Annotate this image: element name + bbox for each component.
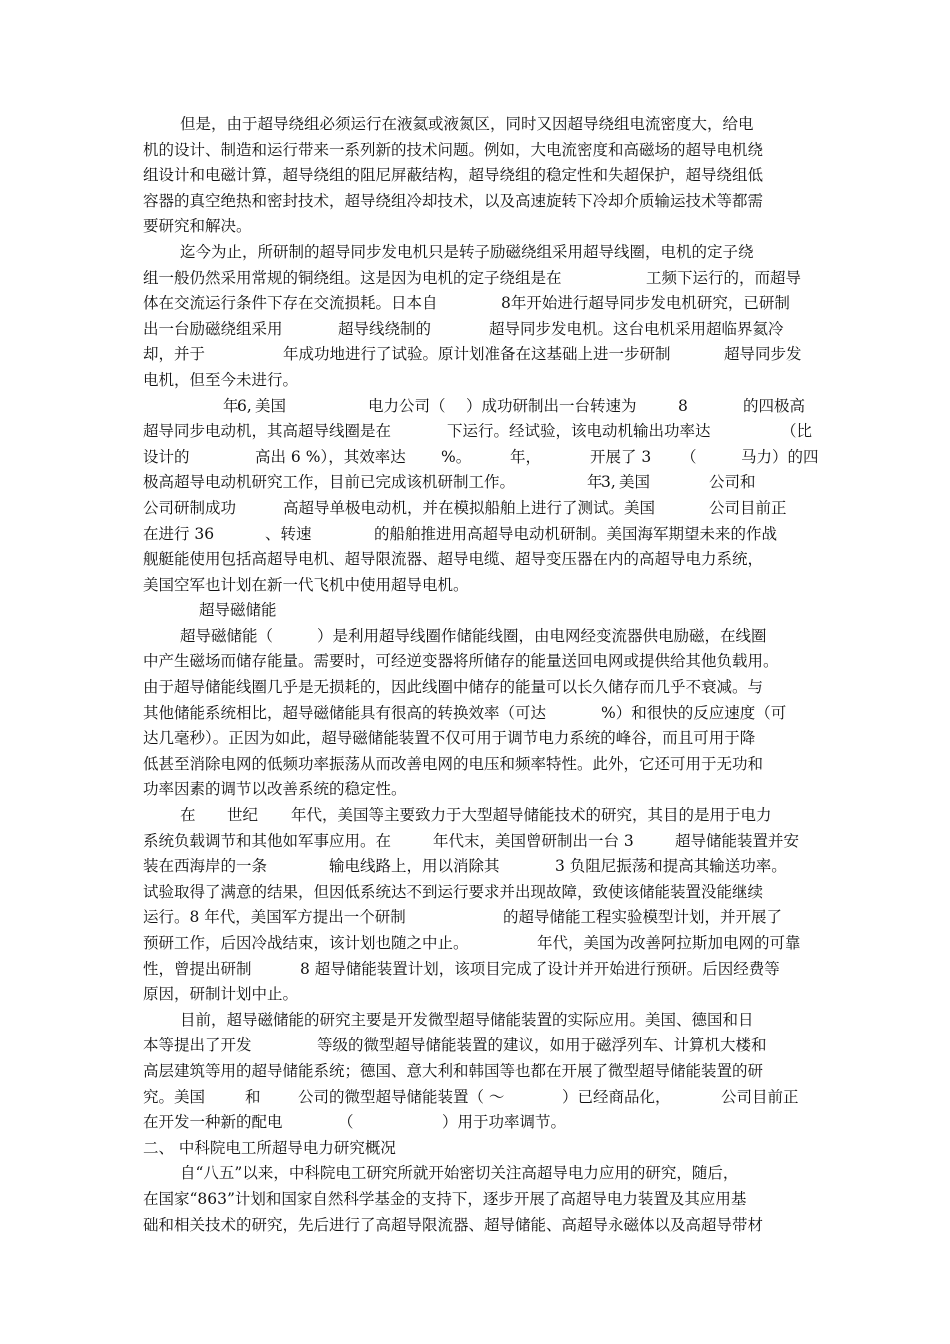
text-line xyxy=(143,317,809,343)
text-line xyxy=(143,931,809,957)
document-body xyxy=(143,112,819,1238)
text-line xyxy=(143,240,809,266)
text-line xyxy=(143,214,809,240)
text-line xyxy=(143,880,809,906)
text-segment: 高超导单极电动机，并在模拟船舶上进行了测试。美国 xyxy=(283,498,656,517)
text-segment: 由于超导储能线圈几乎是无损耗的，因此线圈中储存的能量可以长久储存而几乎不衰减。与 xyxy=(143,678,764,697)
text-line xyxy=(143,112,809,138)
text-segment: ）成功研制出一台转速为 xyxy=(466,396,637,415)
text-segment: 原因，研制计划中止。 xyxy=(143,985,299,1004)
text-line xyxy=(143,445,819,471)
text-segment: %。 xyxy=(441,447,472,466)
text-line xyxy=(143,394,809,420)
text-segment: 电力公司（ xyxy=(368,396,446,415)
text-segment: 高出 6 %），其效率达 xyxy=(255,447,406,466)
text-segment: 工频下运行的，而超导 xyxy=(646,268,802,287)
text-segment: 输电线路上，用以消除其 xyxy=(329,857,500,876)
text-line xyxy=(143,752,809,778)
text-segment: 3 负阻尼振荡和提高其输送功率。 xyxy=(555,857,787,876)
text-line xyxy=(143,470,809,496)
text-segment: 年成功地进行了试验。原计划准备在这基础上进一步研制 xyxy=(283,345,671,364)
text-segment: 公司的微型超导储能装置（ ～ xyxy=(298,1087,505,1106)
text-segment: 8年开始进行超导同步发电机研究，已研制 xyxy=(501,294,790,313)
text-segment: 6, xyxy=(237,396,252,415)
text-segment: 出一台励磁绕组采用 xyxy=(143,319,283,338)
text-segment: 的超导储能工程实验模型计划，并开展了 xyxy=(503,908,783,927)
text-line xyxy=(143,957,809,983)
text-segment: 下运行。经试验，该电动机输出功率达 xyxy=(447,422,711,441)
text-segment: 8 超导储能装置计划，该项目完成了设计并开始进行预研。后因经费等 xyxy=(300,959,780,978)
text-segment: 但是，由于超导绕组必须运行在液氦或液氮区，同时又因超导绕组电流密度大，给电 xyxy=(180,115,754,133)
text-line xyxy=(143,189,809,215)
text-segment: 年代末，美国曾研制出一台 3 xyxy=(433,831,634,850)
text-line xyxy=(143,522,809,548)
text-segment: 公司研制成功 xyxy=(143,498,237,517)
text-segment: 组一般仍然采用常规的铜绕组。这是因为电机的定子绕组是在 xyxy=(143,268,562,287)
text-segment: 二、 中科院电工所超导电力研究概况 xyxy=(143,1138,396,1157)
text-segment: 的四极高 xyxy=(743,396,806,415)
text-segment: 公司目前正 xyxy=(709,498,787,517)
text-segment: （比 xyxy=(781,422,813,441)
text-line xyxy=(143,854,809,880)
text-segment: 超导磁储能（ xyxy=(180,626,274,645)
text-segment: 本等提出了开发 xyxy=(143,1036,252,1055)
text-line xyxy=(143,291,809,317)
text-segment: 在 xyxy=(180,806,196,825)
text-segment: 和 xyxy=(245,1087,261,1106)
text-line xyxy=(143,547,809,573)
text-segment: 开展了 3 xyxy=(590,447,652,466)
text-line xyxy=(143,829,809,855)
text-segment: 运行。8 年代，美国军方提出一个研制 xyxy=(143,908,406,927)
text-segment: 其他储能系统相比，超导磁储能具有很高的转换效率（可达 xyxy=(143,703,547,722)
text-segment: 迄今为止，所研制的超导同步发电机只是转子励磁绕组采用超导线圈，电机的定子绕 xyxy=(180,242,754,261)
text-line xyxy=(143,496,809,522)
text-segment: 机的设计、制造和运行带来一系列新的技术问题。例如，大电流密度和高磁场的超导电机绕 xyxy=(143,140,764,159)
text-segment: 年 xyxy=(587,473,603,492)
text-line xyxy=(143,777,809,803)
text-line xyxy=(143,1136,809,1162)
text-segment: 美国 xyxy=(255,396,287,415)
text-segment: 超导线绕制的 xyxy=(338,319,432,338)
text-segment: 高层建筑等用的超导储能系统；德国、意大利和韩国等也都在开展了微型超导储能装置的研 xyxy=(143,1061,764,1080)
text-segment: 础和相关技术的研究，先后进行了高超导限流器、超导储能、高超导永磁体以及高超导带材 xyxy=(143,1215,764,1234)
text-segment: 低甚至消除电网的低频功率振荡从而改善电网的电压和频率特性。此外，它还可用于无功和 xyxy=(143,754,764,773)
text-segment: ）已经商品化， xyxy=(562,1087,671,1106)
text-segment: 达几毫秒）。正因为如此，超导磁储能装置不仅可用于调节电力系统的峰谷，而且可用于降 xyxy=(143,729,756,748)
text-segment: 设计的 xyxy=(143,447,190,466)
text-line xyxy=(143,675,809,701)
text-segment: 年 xyxy=(223,396,239,415)
text-segment: 自“八五”以来，中科院电工研究所就开始密切关注高超导电力应用的研究，随后， xyxy=(180,1164,739,1183)
text-segment: 却，并于 xyxy=(143,345,206,364)
text-segment: 体在交流运行条件下存在交流损耗。日本自 xyxy=(143,294,438,313)
text-segment: 超导储能装置并安 xyxy=(675,831,800,850)
text-segment: 美国 xyxy=(619,473,651,492)
text-segment: 公司目前正 xyxy=(721,1087,799,1106)
text-segment: 极高超导电动机研究工作，目前已完成该机研制工作。 xyxy=(143,473,516,492)
text-line xyxy=(143,163,809,189)
text-segment: 中产生磁场而储存能量。需要时，可经逆变器将所储存的能量送回电网或提供给其他负载用。 xyxy=(143,652,779,671)
text-line xyxy=(143,368,809,394)
text-line xyxy=(143,419,813,445)
text-segment: 年， xyxy=(510,447,542,466)
text-line xyxy=(143,1033,809,1059)
text-line xyxy=(143,1059,809,1085)
text-segment: 超导同步电动机，其高超导线圈是在 xyxy=(143,422,392,441)
text-segment: 究。美国 xyxy=(143,1087,206,1106)
text-segment: 公司和 xyxy=(709,473,756,492)
text-segment: 等级的微型超导储能装置的建议，如用于磁浮列车、计算机大楼和 xyxy=(317,1036,767,1055)
text-line xyxy=(143,982,809,1008)
text-segment: 系统负载调节和其他如军事应用。在 xyxy=(143,831,392,850)
text-line xyxy=(143,1085,809,1111)
text-segment: 的船舶推进用高超导电动机研制。美国海军期望未来的作战 xyxy=(374,524,778,543)
text-segment: ）用于功率调节。 xyxy=(442,1113,567,1132)
text-segment: 在进行 36 xyxy=(143,524,215,543)
text-line xyxy=(143,624,809,650)
text-segment: 美国空军也计划在新一代飞机中使用超导电机。 xyxy=(143,575,469,594)
text-segment: ）是利用超导线圈作储能线圈，由电网经变流器供电励磁，在线圈 xyxy=(317,626,767,645)
text-segment: 功率因素的调节以改善系统的稳定性。 xyxy=(143,780,407,799)
text-line xyxy=(143,1213,809,1239)
text-line xyxy=(143,726,809,752)
text-line xyxy=(143,342,809,368)
text-segment: 预研工作，后因冷战结束，该计划也随之中止。 xyxy=(143,934,469,952)
text-segment: 试验取得了满意的结果，但因低系统达不到运行要求并出现故障，致使该储能装置没能继续 xyxy=(143,882,764,901)
text-segment: 在开发一种新的配电 xyxy=(143,1113,283,1132)
text-segment: （ xyxy=(338,1113,354,1132)
text-line xyxy=(143,1008,809,1034)
text-segment: 在国家“863”计划和国家自然科学基金的支持下，逐步开展了高超导电力装置及其应用基 xyxy=(143,1189,747,1208)
text-segment: 超导磁储能 xyxy=(199,601,277,620)
text-segment: 性，曾提出研制 xyxy=(143,959,252,978)
text-line xyxy=(143,803,809,829)
text-segment: 舰艇能使用包括高超导电机、超导限流器、超导电缆、超导变压器在内的高超导电力系统， xyxy=(143,550,764,569)
text-segment: %）和很快的反应速度（可 xyxy=(601,703,787,722)
text-line xyxy=(143,266,809,292)
text-segment: 容器的真空绝热和密封技术，超导绕组冷却技术，以及高速旋转下冷却介质输运技术等都需 xyxy=(143,191,764,210)
text-line xyxy=(143,573,809,599)
text-segment: 目前，超导磁储能的研究主要是开发微型超导储能装置的实际应用。美国、德国和日 xyxy=(180,1010,754,1029)
text-segment: 组设计和电磁计算，超导绕组的阻尼屏蔽结构，超导绕组的稳定性和失超保护，超导绕组低 xyxy=(143,166,764,185)
text-segment: 超导同步发 xyxy=(724,345,802,364)
text-line xyxy=(143,701,809,727)
text-segment: 世纪 xyxy=(227,806,259,825)
text-line xyxy=(143,649,809,675)
text-segment: 电机，但至今未进行。 xyxy=(143,370,299,389)
text-segment: 马力）的四 xyxy=(741,447,819,466)
text-line xyxy=(143,138,809,164)
text-segment: （ xyxy=(681,447,697,466)
text-segment: 装在西海岸的一条 xyxy=(143,857,268,876)
text-line xyxy=(143,1161,809,1187)
text-segment: 年代，美国为改善阿拉斯加电网的可靠 xyxy=(537,934,801,952)
text-segment: 年代，美国等主要致力于大型超导储能技术的研究，其目的是用于电力 xyxy=(291,806,772,825)
text-segment: 、转速 xyxy=(265,524,312,543)
text-line xyxy=(143,905,809,931)
text-segment: 3, xyxy=(601,473,616,492)
text-line xyxy=(143,598,809,624)
text-segment: 超导同步发电机。这台电机采用超临界氦冷 xyxy=(489,319,784,338)
text-line xyxy=(143,1187,809,1213)
text-segment: 要研究和解决。 xyxy=(143,217,252,236)
text-line xyxy=(143,1110,809,1136)
text-segment: 8 xyxy=(678,396,688,415)
